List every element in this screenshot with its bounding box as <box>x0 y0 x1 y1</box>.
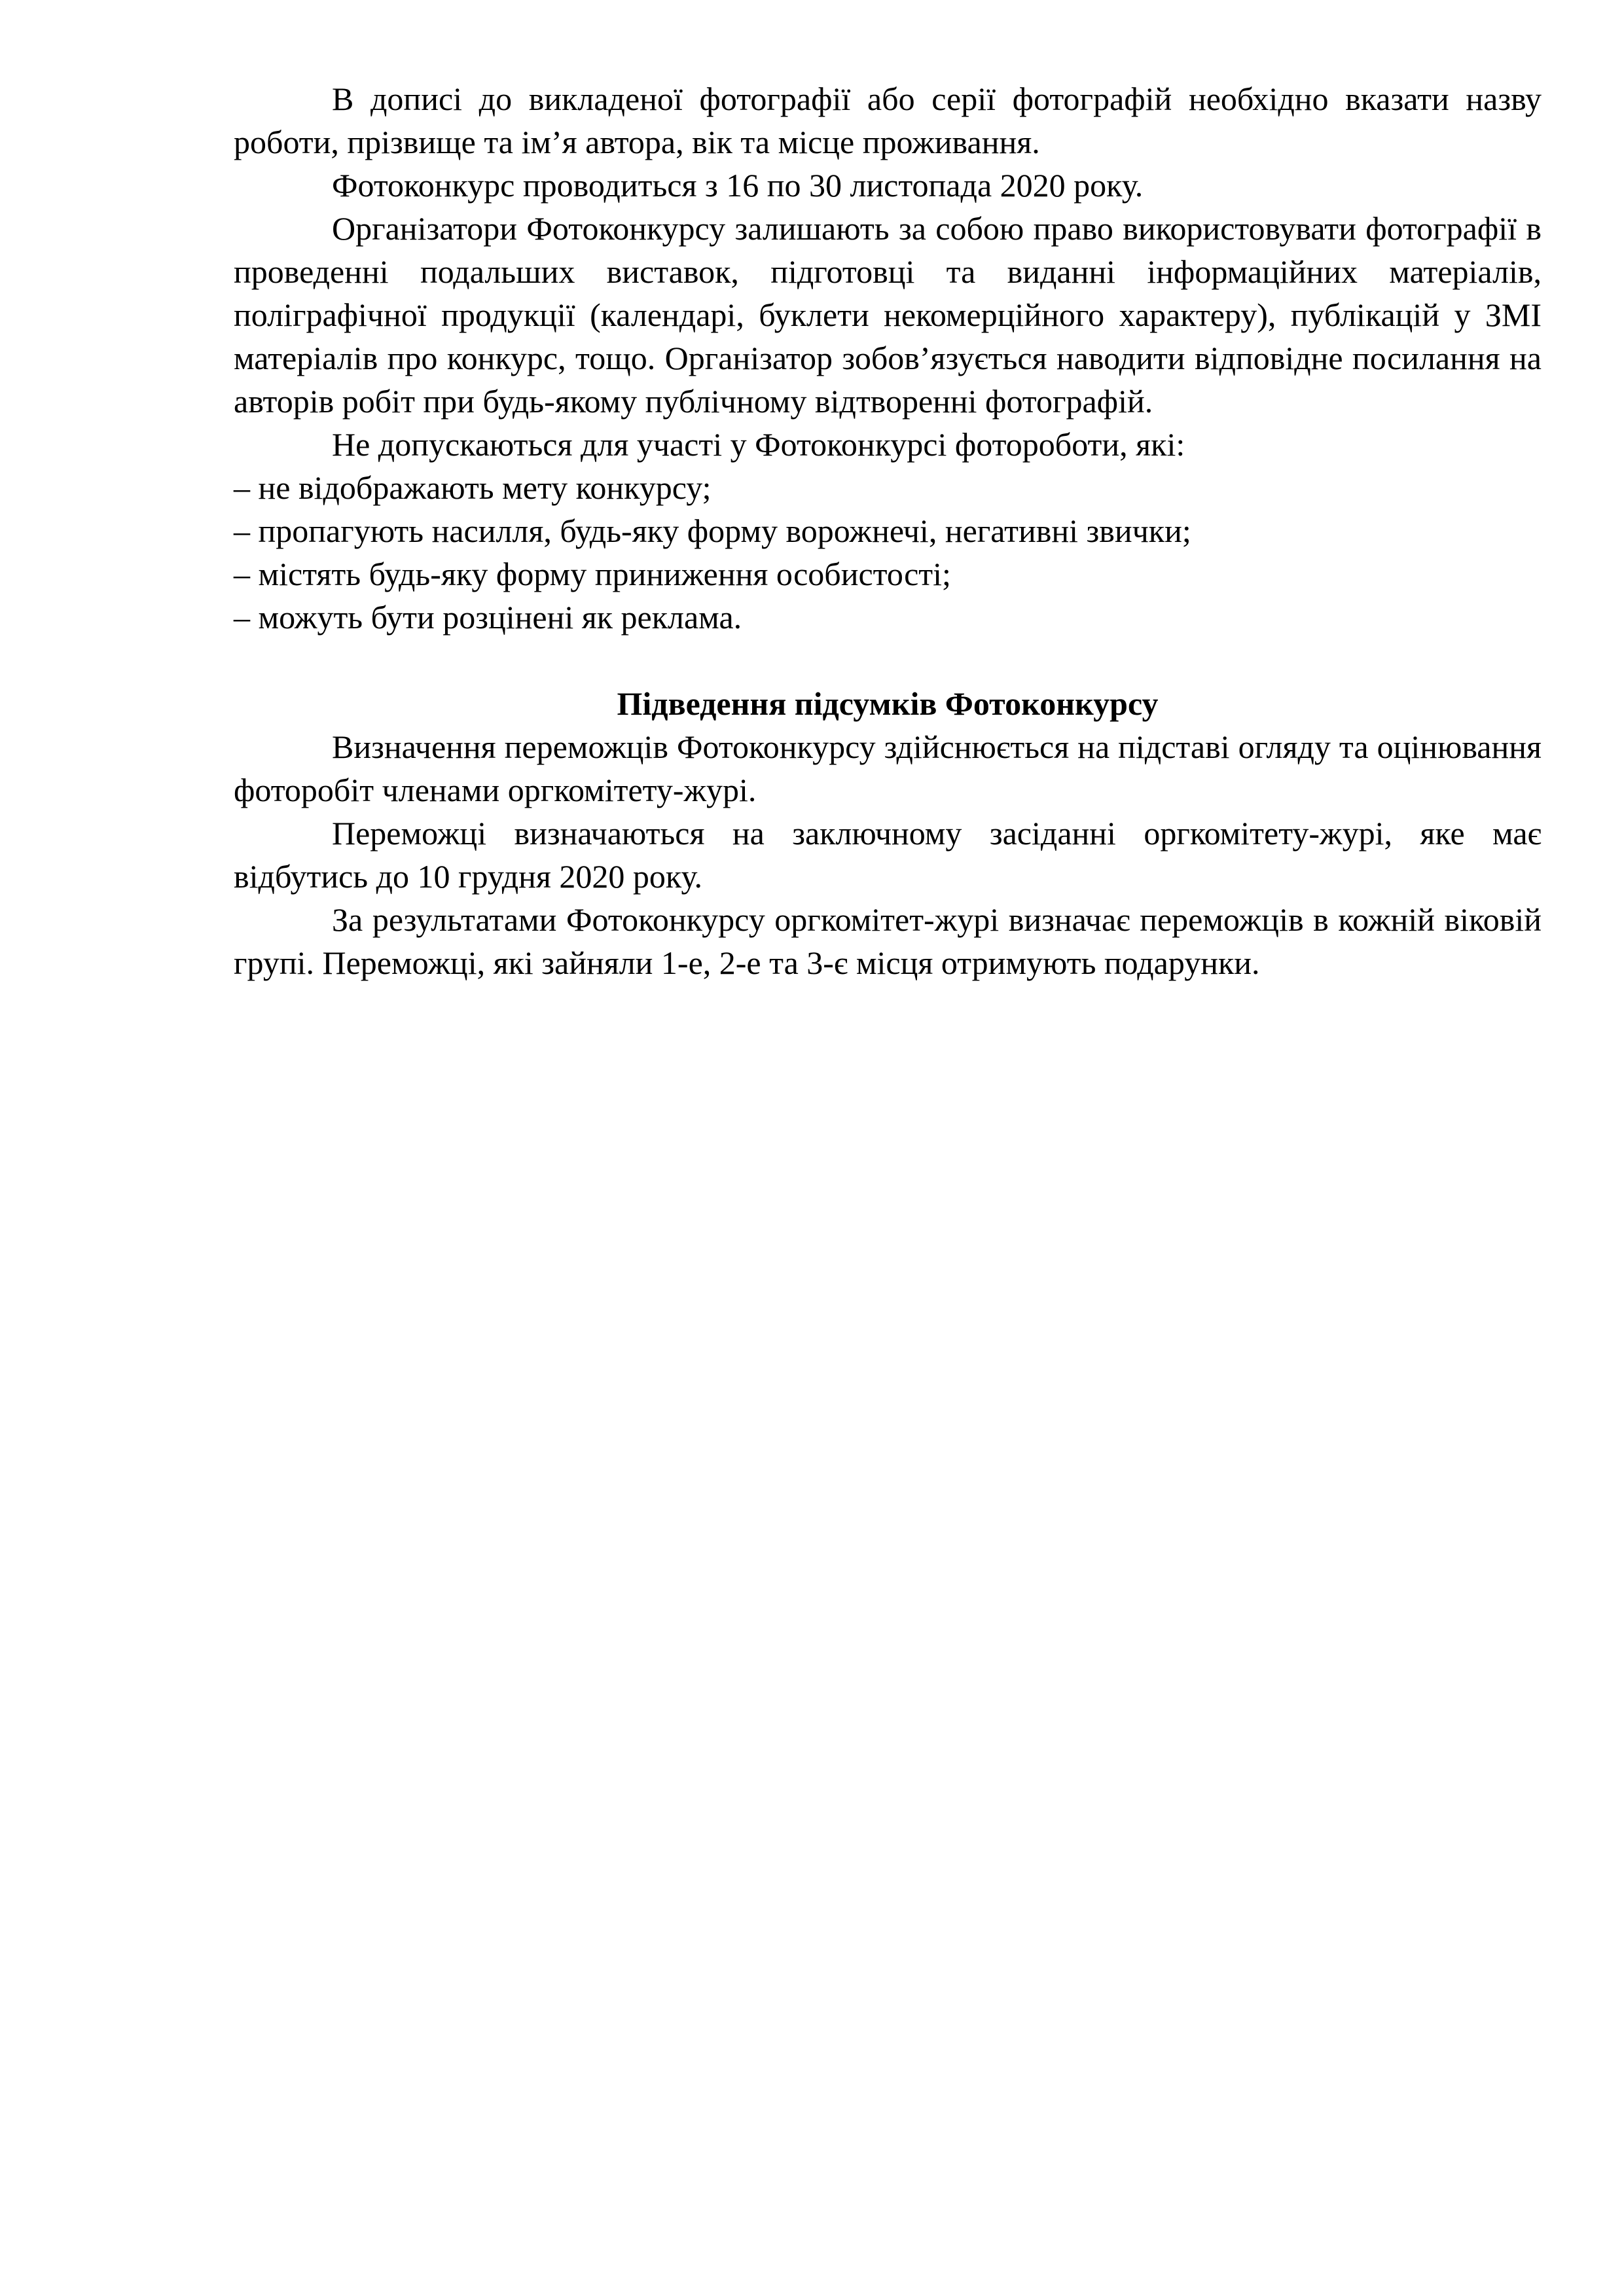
restriction-item: – не відображають мету конкурсу; <box>234 469 712 506</box>
paragraph-final-meeting: Переможці визначаються на заключному засіданні оргкомітету-журі, яке має відбутись до 10 грудня 2020 року. <box>234 815 1542 895</box>
paragraph-prizes: За результатами Фотоконкурсу оргкомітет-журі визначає переможців в кожній віковій групі. Переможці, які зайняли 1-е, 2-е та 3-є місця отримують подарунки. <box>234 901 1542 981</box>
paragraph-winners-determination: Визначення переможців Фотоконкурсу здійснюється на підставі огляду та оцінювання фоторобіт членами оргкомітету-журі. <box>234 728 1542 808</box>
paragraph-contest-dates: Фотоконкурс проводиться з 16 по 30 листопада 2020 року. <box>332 167 1144 204</box>
restriction-item: – пропагують насилля, будь-яку форму ворожнечі, негативні звички; <box>234 512 1191 549</box>
paragraph-organizer-rights: Організатори Фотоконкурсу залишають за собою право використовувати фотографії в проведенні подальших виставок, підготовці та виданні інформаційних матеріалів, поліграфічної продукції (календарі, буклети некомерційного характеру), публікацій у ЗМІ матеріалів про конкурс, тощо. Організатор зобов’язується наводити відповідне посилання на авторів робіт при будь-якому публічному відтворенні фотографій. <box>234 210 1542 420</box>
document-page <box>234 77 1542 984</box>
section-heading-results: Підведення підсумків Фотоконкурсу <box>617 685 1159 722</box>
restriction-item: – можуть бути розцінені як реклама. <box>234 599 742 636</box>
restriction-item: – містять будь-яку форму приниження особистості; <box>234 556 951 592</box>
paragraph-caption-requirements: В дописі до викладеної фотографії або серії фотографій необхідно вказати назву роботи, прізвище та ім’я автора, вік та місце проживання. <box>234 81 1542 160</box>
paragraph-not-allowed-intro: Не допускаються для участі у Фотоконкурсі фотороботи, які: <box>332 426 1185 463</box>
restrictions-list <box>234 466 1542 639</box>
